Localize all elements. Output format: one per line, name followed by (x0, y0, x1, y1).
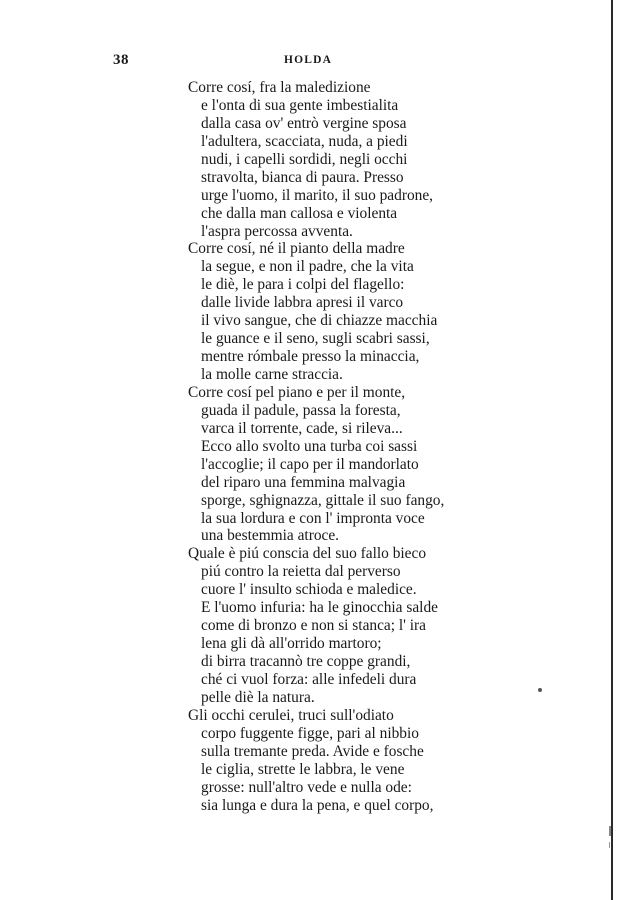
poem-line: la sua lordura e con l' impronta voce (201, 509, 425, 527)
stanza (188, 240, 488, 384)
poem-line: Quale è piú conscia del suo fallo bieco (188, 545, 427, 563)
poem-line: grosse: null'altro vede e nulla ode: (201, 778, 412, 796)
stanza (188, 545, 488, 706)
page-header (113, 52, 508, 74)
poem-line: l'adultera, scacciata, nuda, a piedi (201, 132, 408, 150)
poem-line: le guance e il seno, sugli scabri sassi, (201, 330, 430, 348)
poem-line: stravolta, bianca di paura. Presso (201, 168, 404, 186)
poem-line: Corre cosí pel piano e per il monte, (188, 383, 406, 401)
poem-line: le diè, le para i colpi del flagello: (201, 276, 405, 294)
poem-line: e l'onta di sua gente imbestialita (201, 96, 399, 114)
poem-line: Gli occhi cerulei, truci sull'odiato (188, 706, 394, 724)
poem-line: Corre cosí, fra la maledizione (188, 79, 371, 96)
poem-line: lena gli dà all'orrido martoro; (201, 635, 382, 653)
poem-line: le ciglia, strette le labbra, le vene (201, 760, 405, 778)
poem-line: sia lunga e dura la pena, e quel corpo, (201, 796, 434, 814)
poem-line: il vivo sangue, che di chiazze macchia (201, 312, 438, 330)
poem-line: la segue, e non il padre, che la vita (201, 258, 414, 276)
poem-line: l'aspra percossa avventa. (201, 222, 353, 240)
poem-line: corpo fuggente figge, pari al nibbio (201, 724, 419, 742)
poem-line: che dalla man callosa e violenta (201, 204, 398, 222)
poem-line: ché ci vuol forza: alle infedeli dura (201, 670, 417, 688)
poem-line: E l'uomo infuria: ha le ginocchia salde (201, 599, 438, 617)
poem-line: guada il padule, passa la foresta, (201, 401, 401, 419)
running-title: HOLDA (284, 54, 333, 66)
poem-line: l'accoglie; il capo per il mandorlato (201, 455, 419, 473)
poem-line: nudi, i capelli sordidi, negli occhi (201, 150, 408, 168)
margin-mark (609, 826, 611, 836)
stanza (188, 707, 488, 815)
poem-line: varca il torrente, cade, si rileva... (201, 419, 403, 437)
poem-line: sporge, sghignazza, gittale il suo fango, (201, 491, 445, 509)
poem-line: cuore l' insulto schioda e maledice. (201, 581, 417, 599)
poem-line: del riparo una femmina malvagia (201, 473, 406, 491)
poem-line: Corre cosí, né il pianto della madre (188, 240, 405, 258)
poem-line: urge l'uomo, il marito, il suo padrone, (201, 186, 434, 204)
poem-body (188, 79, 488, 814)
margin-mark (609, 842, 610, 848)
margin-speck (538, 688, 542, 692)
poem-line: dalla casa ov' entrò vergine sposa (201, 114, 407, 132)
stanza (188, 384, 488, 545)
poem-line: mentre rómbale presso la minaccia, (201, 348, 420, 366)
poem-line: sulla tremante preda. Avide e fosche (201, 742, 424, 760)
page-number: 38 (113, 52, 129, 68)
poem-line: dalle livide labbra apresi il varco (201, 294, 404, 312)
poem-line: come di bronzo e non si stanca; l' ira (201, 617, 427, 635)
poem-line: pelle diè la natura. (201, 688, 315, 706)
page-edge (611, 0, 613, 900)
poem-line: la molle carne straccia. (201, 366, 343, 383)
poem-line: piú contro la reietta dal perverso (201, 563, 401, 581)
poem-line: una bestemmia atroce. (201, 527, 340, 545)
stanza (188, 79, 488, 240)
poem-line: di birra tracannò tre coppe grandi, (201, 653, 411, 670)
poem-line: Ecco allo svolto una turba coi sassi (201, 437, 418, 455)
